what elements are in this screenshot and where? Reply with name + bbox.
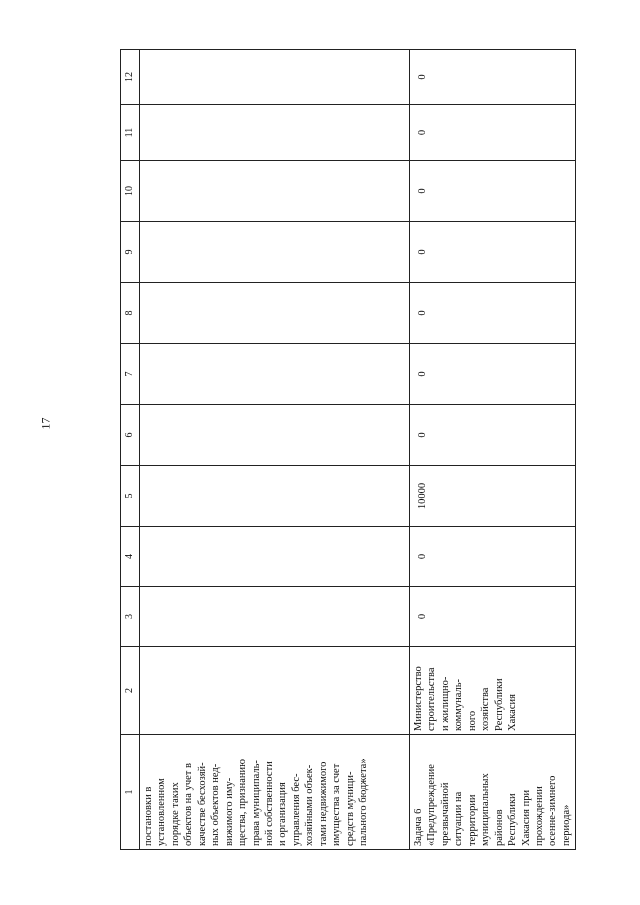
- value-cell: [140, 222, 410, 283]
- column-number: 5: [121, 466, 140, 527]
- value-cell: [140, 50, 410, 105]
- table-row: [140, 50, 410, 850]
- value-cell: [140, 527, 410, 587]
- column-number: 1: [121, 735, 140, 850]
- column-number: 7: [121, 344, 140, 405]
- value-cell: 0: [410, 587, 576, 647]
- value-cell: 0: [410, 105, 576, 161]
- value-cell: [140, 105, 410, 161]
- column-number: 2: [121, 647, 140, 735]
- value-cell: 0: [410, 344, 576, 405]
- budget-table: [120, 49, 576, 850]
- column-number: 10: [121, 161, 140, 222]
- value-cell: 0: [410, 222, 576, 283]
- column-number: 6: [121, 405, 140, 466]
- value-cell: [140, 587, 410, 647]
- task-description-cell: постановки в установленном порядке таких объектов на учет в качестве бесхозяй- ных объектов нед- вижимого иму- щества, признанию права муниципаль- ной собственности и организация управления бес- хозяйными объек- тами недвижимого имущества за счет средств муници- пального бюджета»: [140, 735, 410, 850]
- task-description-cell: Задача 6 «Предупреждение чрезвычайной ситуации на территории муниципальных районов Республики Хакасия при прохождении осенне-зимнего периода»: [410, 735, 576, 850]
- responsible-cell: [140, 647, 410, 735]
- column-number: 12: [121, 50, 140, 105]
- column-number-row: [121, 50, 140, 850]
- value-cell: 0: [410, 405, 576, 466]
- value-cell: 0: [410, 50, 576, 105]
- value-cell: [140, 344, 410, 405]
- column-number: 11: [121, 105, 140, 161]
- column-number: 3: [121, 587, 140, 647]
- responsible-cell: Министерство строительства и жилищно- коммуналь- ного хозяйства Республики Хакасия: [410, 647, 576, 735]
- value-cell: 0: [410, 527, 576, 587]
- column-number: 8: [121, 283, 140, 344]
- column-number: 4: [121, 527, 140, 587]
- rotated-table-container: [120, 50, 575, 850]
- table-row: [410, 50, 576, 850]
- value-cell: [140, 283, 410, 344]
- value-cell: [140, 405, 410, 466]
- value-cell: 10000: [410, 466, 576, 527]
- value-cell: 0: [410, 283, 576, 344]
- value-cell: [140, 466, 410, 527]
- value-cell: [140, 161, 410, 222]
- column-number: 9: [121, 222, 140, 283]
- page-number: 17: [38, 417, 53, 430]
- value-cell: 0: [410, 161, 576, 222]
